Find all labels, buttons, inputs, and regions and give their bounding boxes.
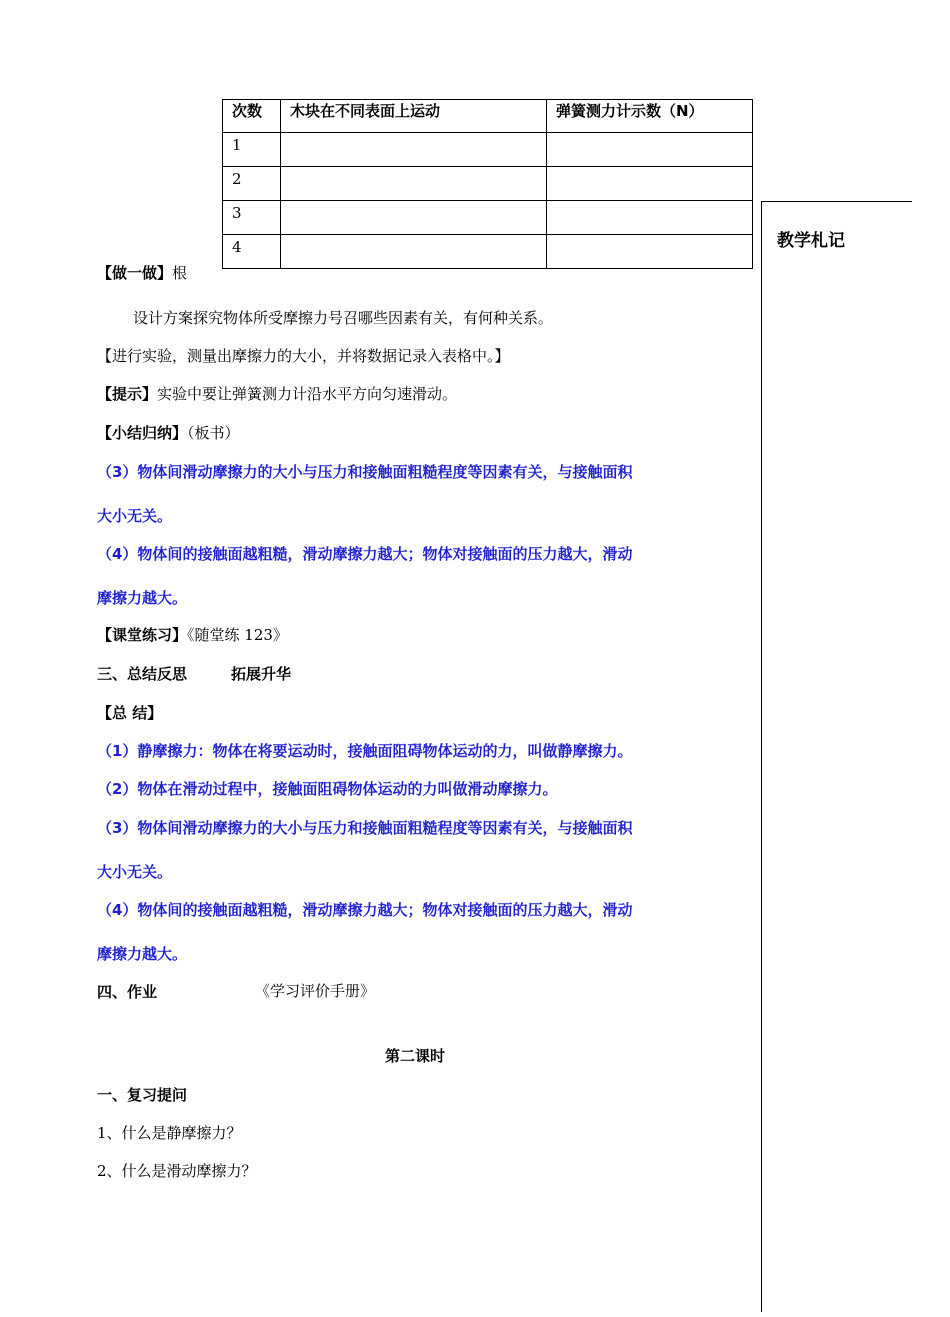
practice-text: 《随堂练 123》 — [187, 626, 288, 644]
hint-line — [97, 384, 457, 404]
table-header-cell: 弹簧测力计示数（N） — [547, 100, 753, 133]
section3-subtitle: 拓展升华 — [231, 665, 292, 683]
summary-item-4-line1: （4）物体间的接触面越粗糙，滑动摩擦力越大；物体对接触面的压力越大，滑动 — [97, 901, 633, 919]
induction-label: 【小结归纳】 — [97, 424, 188, 442]
design-text: 设计方案探究物体所受摩擦力号召哪些因素有关，有何种关系。 — [133, 309, 554, 327]
practice-line — [97, 625, 288, 645]
lesson2-title: 第二课时 — [385, 1047, 446, 1065]
review-question-1: 1、什么是静摩擦力？ — [97, 1124, 242, 1142]
data-table — [222, 99, 753, 269]
table-cell — [547, 235, 753, 269]
table-cell: 2 — [223, 167, 281, 201]
summary-item-4-line2: 摩擦力越大。 — [97, 945, 188, 963]
summary-item-3-line1: （3）物体间滑动摩擦力的大小与压力和接触面粗糙程度等因素有关，与接触面积 — [97, 819, 633, 837]
practice-label: 【课堂练习】 — [97, 626, 188, 644]
teaching-notes-title: 教学札记 — [777, 231, 845, 251]
table-cell: 3 — [223, 201, 281, 235]
table-cell — [547, 133, 753, 167]
review-title: 一、复习提问 — [97, 1086, 188, 1104]
induction-item-3-line1: （3）物体间滑动摩擦力的大小与压力和接触面粗糙程度等因素有关，与接触面积 — [97, 463, 633, 481]
induction-item-3-line2: 大小无关。 — [97, 507, 173, 525]
section4-title: 四、作业 — [97, 983, 158, 1001]
induction-item-4-line1: （4）物体间的接触面越粗糙，滑动摩擦力越大；物体对接触面的压力越大，滑动 — [97, 545, 633, 563]
section3-title: 三、总结反思 — [97, 665, 188, 683]
table-row — [223, 235, 753, 269]
summary-item-2: （2）物体在滑动过程中，接触面阻碍物体运动的力叫做滑动摩擦力。 — [97, 780, 558, 798]
homework-text: 《学习评价手册》 — [255, 982, 376, 1000]
do-it-text: 根 — [172, 264, 188, 282]
table-cell — [281, 167, 547, 201]
hint-text: 实验中要让弹簧测力计沿水平方向匀速滑动。 — [157, 385, 458, 403]
table-cell: 1 — [223, 133, 281, 167]
table-header-cell: 木块在不同表面上运动 — [281, 100, 547, 133]
table-cell — [281, 235, 547, 269]
table-cell — [281, 133, 547, 167]
do-it-label: 【做一做】 — [97, 264, 173, 282]
hint-label: 【提示】 — [97, 385, 158, 403]
table-row — [223, 167, 753, 201]
review-question-2: 2、什么是滑动摩擦力？ — [97, 1162, 257, 1180]
experiment-text: 【进行实验，测量出摩擦力的大小，并将数据记录入表格中。】 — [97, 347, 510, 365]
do-it-line — [97, 263, 187, 283]
table-header-row — [223, 100, 753, 133]
table-cell — [547, 201, 753, 235]
summary-item-3-line2: 大小无关。 — [97, 863, 173, 881]
induction-text: （板书） — [187, 424, 240, 442]
teaching-notes-box — [761, 201, 912, 1312]
table-header-cell: 次数 — [223, 100, 281, 133]
induction-item-4-line2: 摩擦力越大。 — [97, 589, 188, 607]
table-cell — [547, 167, 753, 201]
table-cell — [281, 201, 547, 235]
table-row — [223, 201, 753, 235]
table-cell: 4 — [223, 235, 281, 269]
summary-item-1: （1）静摩擦力：物体在将要运动时，接触面阻碍物体运动的力，叫做静摩擦力。 — [97, 742, 633, 760]
summary-label: 【总 结】 — [97, 704, 163, 722]
table-row — [223, 133, 753, 167]
induction-line — [97, 423, 240, 443]
